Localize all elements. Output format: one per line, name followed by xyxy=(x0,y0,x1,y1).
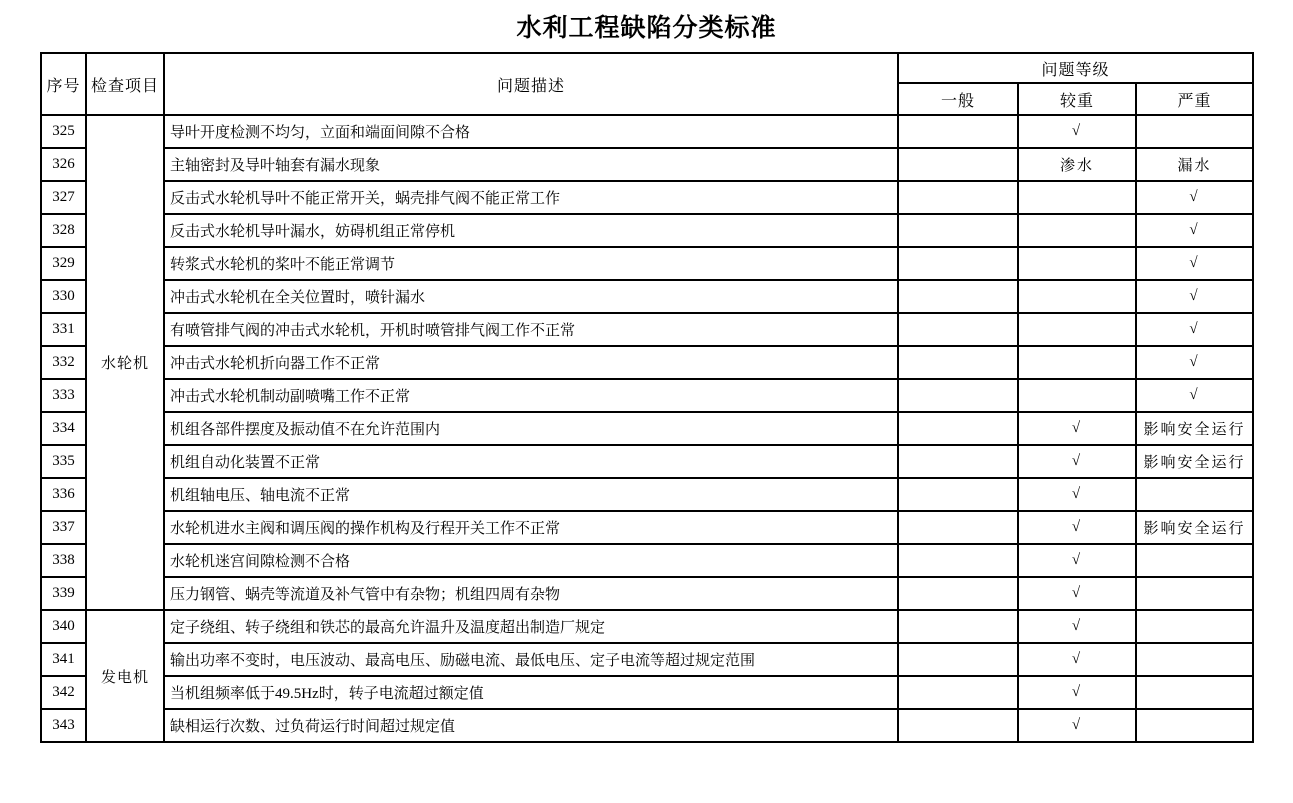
level-cell-moderate-checkmark: √ xyxy=(1018,511,1136,544)
row-seq: 341 xyxy=(41,643,86,676)
level-cell-severe: 影响安全运行 xyxy=(1136,412,1253,445)
level-cell-moderate xyxy=(1018,247,1136,280)
level-cell-general xyxy=(898,577,1018,610)
level-cell-general xyxy=(898,346,1018,379)
row-description: 主轴密封及导叶轴套有漏水现象 xyxy=(164,148,898,181)
table-body xyxy=(41,115,1253,742)
level-cell-severe xyxy=(1136,709,1253,742)
level-cell-severe xyxy=(1136,610,1253,643)
row-description: 压力钢管、蜗壳等流道及补气管中有杂物；机组四周有杂物 xyxy=(164,577,898,610)
level-cell-general xyxy=(898,412,1018,445)
row-seq: 340 xyxy=(41,610,86,643)
level-cell-general xyxy=(898,214,1018,247)
table-row xyxy=(41,148,1253,181)
table-row xyxy=(41,676,1253,709)
level-cell-moderate xyxy=(1018,346,1136,379)
level-cell-moderate-checkmark: √ xyxy=(1018,115,1136,148)
row-seq: 325 xyxy=(41,115,86,148)
level-cell-moderate: 渗水 xyxy=(1018,148,1136,181)
level-cell-severe-checkmark: √ xyxy=(1136,181,1253,214)
level-cell-moderate-checkmark: √ xyxy=(1018,709,1136,742)
level-cell-general xyxy=(898,478,1018,511)
level-cell-general xyxy=(898,511,1018,544)
table-row xyxy=(41,280,1253,313)
level-cell-general xyxy=(898,181,1018,214)
level-cell-general xyxy=(898,313,1018,346)
row-seq: 336 xyxy=(41,478,86,511)
table-row xyxy=(41,181,1253,214)
row-seq: 327 xyxy=(41,181,86,214)
level-cell-severe-checkmark: √ xyxy=(1136,346,1253,379)
row-description: 冲击式水轮机制动副喷嘴工作不正常 xyxy=(164,379,898,412)
header-problem-description: 问题描述 xyxy=(164,53,898,115)
row-seq: 343 xyxy=(41,709,86,742)
level-cell-general xyxy=(898,544,1018,577)
row-seq: 334 xyxy=(41,412,86,445)
row-description: 定子绕组、转子绕组和铁芯的最高允许温升及温度超出制造厂规定 xyxy=(164,610,898,643)
level-cell-severe-checkmark: √ xyxy=(1136,214,1253,247)
row-description: 反击式水轮机导叶漏水，妨碍机组正常停机 xyxy=(164,214,898,247)
row-description: 有喷管排气阀的冲击式水轮机，开机时喷管排气阀工作不正常 xyxy=(164,313,898,346)
level-cell-severe xyxy=(1136,643,1253,676)
level-cell-general xyxy=(898,115,1018,148)
header-seq: 序号 xyxy=(41,53,86,115)
level-cell-moderate-checkmark: √ xyxy=(1018,610,1136,643)
level-cell-moderate xyxy=(1018,280,1136,313)
level-cell-severe-checkmark: √ xyxy=(1136,313,1253,346)
row-seq: 333 xyxy=(41,379,86,412)
table-row xyxy=(41,544,1253,577)
row-description: 机组轴电压、轴电流不正常 xyxy=(164,478,898,511)
row-description: 当机组频率低于49.5Hz时，转子电流超过额定值 xyxy=(164,676,898,709)
level-cell-severe xyxy=(1136,115,1253,148)
level-cell-moderate-checkmark: √ xyxy=(1018,445,1136,478)
level-cell-moderate-checkmark: √ xyxy=(1018,577,1136,610)
page-title: 水利工程缺陷分类标准 xyxy=(516,14,777,42)
defect-classification-table xyxy=(40,52,1254,743)
table-row xyxy=(41,577,1253,610)
level-cell-moderate xyxy=(1018,214,1136,247)
header-row-top xyxy=(41,53,1253,83)
row-seq: 330 xyxy=(41,280,86,313)
level-cell-severe xyxy=(1136,478,1253,511)
inspection-item-cell: 发电机 xyxy=(86,610,164,742)
table-row xyxy=(41,412,1253,445)
level-cell-severe-checkmark: √ xyxy=(1136,247,1253,280)
row-seq: 342 xyxy=(41,676,86,709)
row-seq: 328 xyxy=(41,214,86,247)
table-row xyxy=(41,643,1253,676)
level-cell-moderate-checkmark: √ xyxy=(1018,676,1136,709)
level-cell-moderate-checkmark: √ xyxy=(1018,544,1136,577)
table-row xyxy=(41,214,1253,247)
table-row xyxy=(41,511,1253,544)
row-seq: 329 xyxy=(41,247,86,280)
level-cell-general xyxy=(898,148,1018,181)
level-cell-severe-checkmark: √ xyxy=(1136,280,1253,313)
level-cell-severe-checkmark: √ xyxy=(1136,379,1253,412)
header-inspection-item: 检查项目 xyxy=(86,53,164,115)
row-description: 转浆式水轮机的桨叶不能正常调节 xyxy=(164,247,898,280)
row-seq: 337 xyxy=(41,511,86,544)
row-description: 机组自动化装置不正常 xyxy=(164,445,898,478)
level-cell-general xyxy=(898,643,1018,676)
row-description: 水轮机进水主阀和调压阀的操作机构及行程开关工作不正常 xyxy=(164,511,898,544)
level-cell-severe: 漏水 xyxy=(1136,148,1253,181)
row-description: 输出功率不变时，电压波动、最高电压、励磁电流、最低电压、定子电流等超过规定范围 xyxy=(164,643,898,676)
level-cell-severe xyxy=(1136,577,1253,610)
table-row xyxy=(41,115,1253,148)
table-header xyxy=(41,53,1253,115)
header-problem-level-group: 问题等级 xyxy=(898,53,1253,83)
header-level-moderate: 较重 xyxy=(1018,83,1136,115)
table-row xyxy=(41,379,1253,412)
table-row xyxy=(41,709,1253,742)
level-cell-general xyxy=(898,445,1018,478)
table-row xyxy=(41,313,1253,346)
level-cell-general xyxy=(898,676,1018,709)
level-cell-moderate-checkmark: √ xyxy=(1018,478,1136,511)
level-cell-severe xyxy=(1136,544,1253,577)
table-row xyxy=(41,478,1253,511)
row-seq: 326 xyxy=(41,148,86,181)
level-cell-moderate-checkmark: √ xyxy=(1018,643,1136,676)
row-seq: 339 xyxy=(41,577,86,610)
level-cell-general xyxy=(898,709,1018,742)
table-row xyxy=(41,610,1253,643)
row-seq: 338 xyxy=(41,544,86,577)
table-row xyxy=(41,445,1253,478)
level-cell-moderate-checkmark: √ xyxy=(1018,412,1136,445)
level-cell-general xyxy=(898,247,1018,280)
row-seq: 335 xyxy=(41,445,86,478)
row-seq: 332 xyxy=(41,346,86,379)
header-level-severe: 严重 xyxy=(1136,83,1253,115)
level-cell-general xyxy=(898,379,1018,412)
row-description: 导叶开度检测不均匀，立面和端面间隙不合格 xyxy=(164,115,898,148)
row-description: 冲击式水轮机折向器工作不正常 xyxy=(164,346,898,379)
header-level-general: 一般 xyxy=(898,83,1018,115)
table-row xyxy=(41,346,1253,379)
level-cell-general xyxy=(898,610,1018,643)
level-cell-moderate xyxy=(1018,379,1136,412)
row-description: 反击式水轮机导叶不能正常开关，蜗壳排气阀不能正常工作 xyxy=(164,181,898,214)
level-cell-severe: 影响安全运行 xyxy=(1136,445,1253,478)
row-seq: 331 xyxy=(41,313,86,346)
row-description: 缺相运行次数、过负荷运行时间超过规定值 xyxy=(164,709,898,742)
level-cell-moderate xyxy=(1018,313,1136,346)
row-description: 机组各部件摆度及振动值不在允许范围内 xyxy=(164,412,898,445)
level-cell-severe xyxy=(1136,676,1253,709)
level-cell-general xyxy=(898,280,1018,313)
level-cell-severe: 影响安全运行 xyxy=(1136,511,1253,544)
table-row xyxy=(41,247,1253,280)
level-cell-moderate xyxy=(1018,181,1136,214)
row-description: 冲击式水轮机在全关位置时，喷针漏水 xyxy=(164,280,898,313)
inspection-item-cell: 水轮机 xyxy=(86,115,164,610)
row-description: 水轮机迷宫间隙检测不合格 xyxy=(164,544,898,577)
